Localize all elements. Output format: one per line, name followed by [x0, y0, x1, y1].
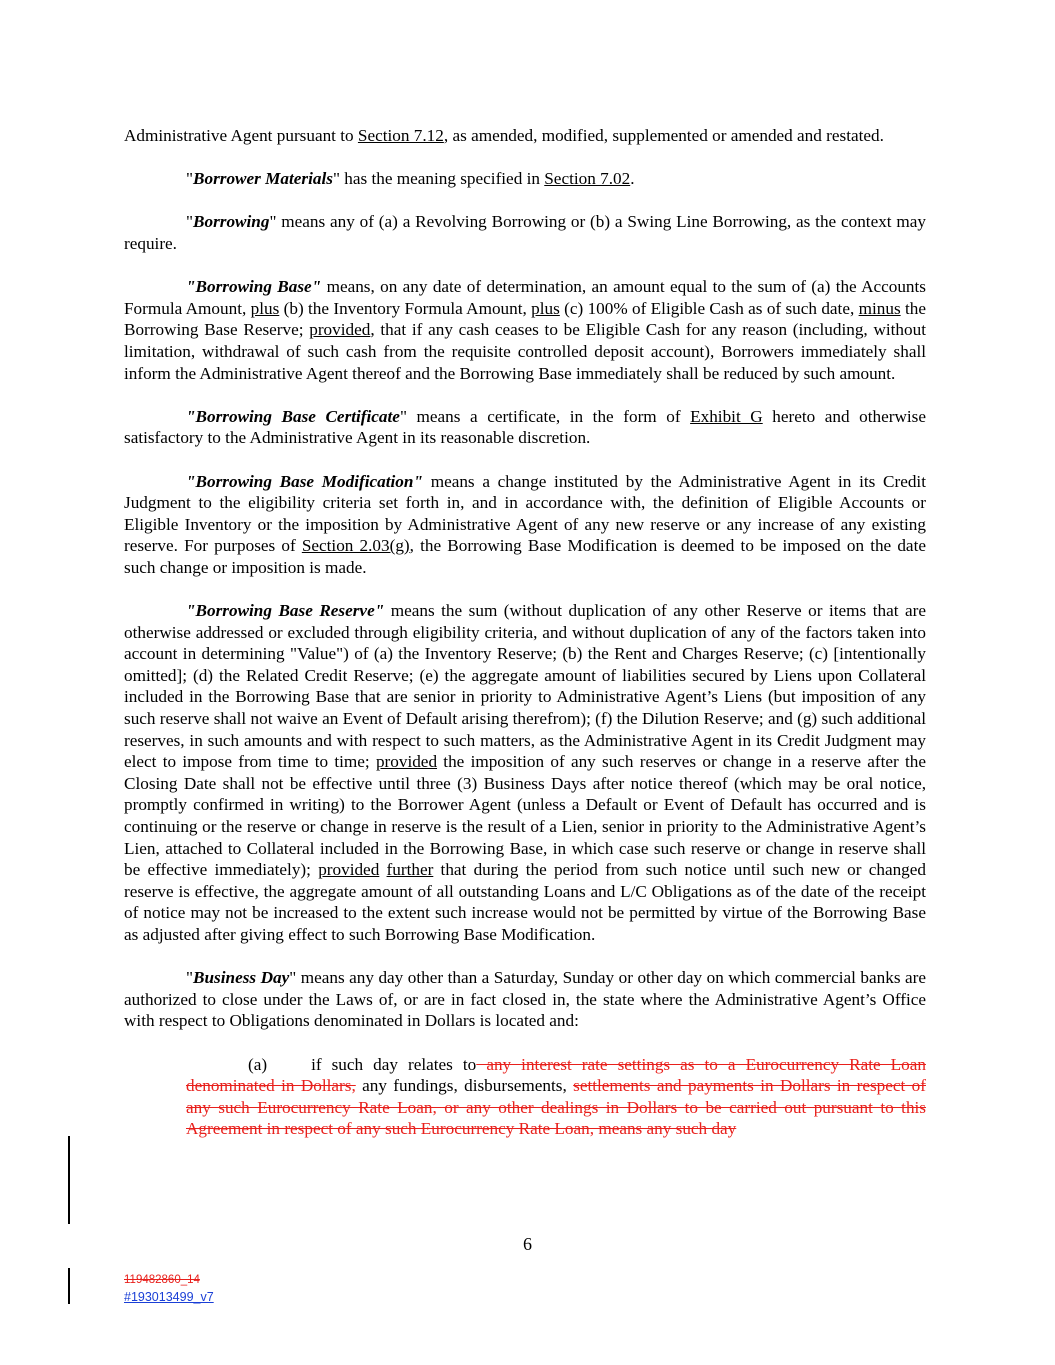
change-bar: [68, 1136, 70, 1224]
page-number: 6: [523, 1234, 532, 1254]
definition-borrower-materials: "Borrower Materials" has the meaning specified in Section 7.02.: [186, 169, 635, 189]
definition-borrowing-base-reserve: "Borrowing Base Reserve" means the sum (without duplication of any other Reserve or items that are otherwise addressed or excluded through eligibility criteria, and without duplication of any of the factors taken into account in determining "Value") of (a) the Inventory Reserve; (b) the Rent and Charges Reserve; (c) [intentionally omitted]; (d) the Related Credit Reserve; (e) the aggregate amount of liabilities secured by Liens upon Collateral included in the Borrowing Base that are senior in priority to Administrative Agent’s Liens (but imposition of any such reserve shall not waive an Event of Default arising therefrom); (f) the Dilution Reserve; and (g) such additional reserves, in such amounts and with respect to such matters, as the Administrative Agent in its Credit Judgment may elect to impose from time to time; provided the imposition of any such reserves or change in a reserve after the Closing Date shall not be effective until three (3) Business Days after notice thereof (which may be oral notice, promptly confirmed in writing) to the Borrower Agent (unless a Default or Event of Default has occurred and is continuing or the reserve or change in reserve is the result of a Lien, senior in priority to the Administrative Agent’s Lien, attached to Collateral included in the Borrowing Base, in which case such reserve or change in reserve shall be effective immediately); provided further that during the period from such notice until such new or changed reserve is effective, the aggregate amount of all outstanding Loans and L/C Obligations as of the date of the receipt of notice may not be increased to the extent such increase would not be permitted by virtue of the Borrowing Base as adjusted after giving effect to such Borrowing Base Modification.: [124, 601, 926, 944]
subclause-a: (a) if such day relates to any interest rate settings as to a Eurocurrency Rate Loan denominated in Dollars, any fundings, disbursements, settlements and payments in Dollars in respect of any such Eurocurrency Rate Loan, or any other dealings in Dollars to be carried out pursuant to this Agreement in respect of any such Eurocurrency Rate Loan, means any such day: [186, 1054, 926, 1139]
deleted-text: settlements and payments in Dollars in respect of any such Eurocurrency Rate Loan, or any other dealings in Dollars to be carried out pursuant to this Agreement in respect of any such Eurocurrency Rate Loan, means any such day: [186, 1076, 926, 1139]
section-reference: Section 7.12: [357, 126, 444, 145]
defined-term: Borrowing: [193, 212, 270, 232]
definition-borrowing: "Borrowing" means any of (a) a Revolving Borrowing or (b) a Swing Line Borrowing, as the context may require.: [124, 212, 926, 253]
deleted-text: any interest rate settings as to a Eurocurrency Rate Loan denominated in Dollars,: [186, 1054, 926, 1096]
defined-term: "Borrowing Base Certificate: [186, 406, 400, 426]
new-document-id: #193013499_v7: [124, 1290, 214, 1304]
document-body: [124, 125, 926, 1162]
defined-term: "Borrowing Base": [186, 277, 322, 297]
definition-borrowing-base-modification: "Borrowing Base Modification" means a change instituted by the Administrative Agent in its Credit Judgment to the eligibility criteria set forth in, and in accordance with, the definition of Eligible Accounts or Eligible Inventory or the imposition by Administrative Agent of any new reserve or any increase of any existing reserve. For purposes of Section 2.03(g), the Borrowing Base Modification is deemed to be imposed on the date such change or imposition is made.: [124, 471, 926, 577]
paragraph-continuation: Administrative Agent pursuant to Section 7.12, as amended, modified, supplemented or amended and restated.: [124, 126, 884, 145]
clause-label: (a): [248, 1054, 268, 1074]
definition-business-day: "Business Day" means any day other than a Saturday, Sunday or other day on which commercial banks are authorized to close under the Laws of, or are in fact closed in, the state where the Administrative Agent’s Office with respect to Obligations denominated in Dollars is located and:: [124, 968, 926, 1031]
section-reference: Section 7.02: [544, 169, 631, 189]
exhibit-reference: Exhibit G: [690, 406, 763, 426]
change-bar: [68, 1268, 70, 1304]
old-document-id: 119482860_14: [124, 1274, 200, 1286]
section-reference: Section 2.03(g): [301, 536, 410, 556]
defined-term: Business Day: [193, 968, 290, 988]
defined-term: "Borrowing Base Reserve": [186, 601, 385, 621]
definition-borrowing-base: "Borrowing Base" means, on any date of determination, an amount equal to the sum of (a) the Accounts Formula Amount, plus (b) the Inventory Formula Amount, plus (c) 100% of Eligible Cash as of such date, minus the Borrowing Base Reserve; provided, that if any cash ceases to be Eligible Cash for any reason (including, without limitation, withdrawal of such cash from the requisite controlled deposit account), Borrowers immediately shall inform the Administrative Agent thereof and the Borrowing Base immediately shall be reduced by such amount.: [124, 277, 926, 383]
defined-term: Borrower Materials: [193, 169, 333, 189]
definition-borrowing-base-certificate: "Borrowing Base Certificate" means a certificate, in the form of Exhibit G hereto and otherwise satisfactory to the Administrative Agent in its reasonable discretion.: [124, 406, 926, 448]
defined-term: "Borrowing Base Modification": [186, 471, 423, 491]
